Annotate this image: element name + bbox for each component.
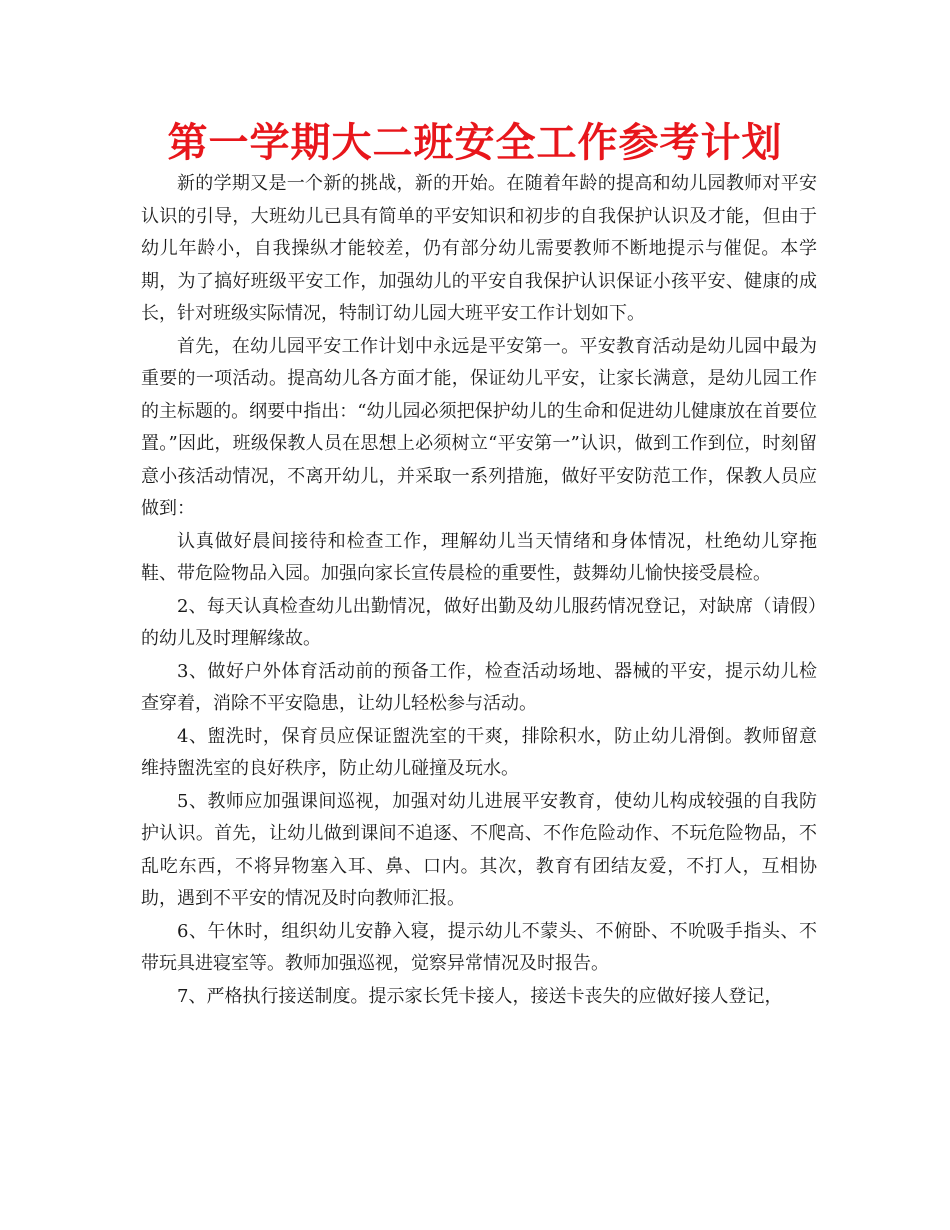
paragraph-item-3: 3、做好户外体育活动前的预备工作，检查活动场地、器械的平安，提示幼儿检查穿着，消除不平安隐患，让幼儿轻松参与活动。 [141,660,817,714]
document-body [141,168,817,1013]
paragraph-item-5: 5、教师应加强课间巡视，加强对幼儿进展平安教育，使幼儿构成较强的自我防护认识。首先，让幼儿做到课间不追逐、不爬高、不作危险动作、不玩危险物品，不乱吃东西，不将异物塞入耳、鼻、口内。其次，教育有团结友爱，不打人，互相协助，遇到不平安的情况及时向教师汇报。 [141,790,817,909]
paragraph-item-4: 4、盥洗时，保育员应保证盥洗室的干爽，排除积水，防止幼儿滑倒。教师留意维持盥洗室的良好秩序，防止幼儿碰撞及玩水。 [141,725,817,779]
paragraph-item-2: 2、每天认真检查幼儿出勤情况，做好出勤及幼儿服药情况登记，对缺席（请假）的幼儿及时理解缘故。 [141,595,817,649]
paragraph-item-7: 7、严格执行接送制度。提示家长凭卡接人，接送卡丧失的应做好接人登记， [177,985,783,1007]
paragraph-safety-first: 首先，在幼儿园平安工作计划中永远是平安第一。平安教育活动是幼儿园中最为重要的一项活动。提高幼儿各方面才能，保证幼儿平安，让家长满意，是幼儿园工作的主标题的。纲要中指出：“幼儿园必须把保护幼儿的生命和促进幼儿健康放在首要位置。”因此，班级保教人员在思想上必须树立“平安第一”认识，做到工作到位，时刻留意小孩活动情况，不离开幼儿，并采取一系列措施，做好平安防范工作，保教人员应做到： [141,335,817,519]
document-title: 第一学期大二班安全工作参考计划 [167,120,783,166]
paragraph-item-6: 6、午休时，组织幼儿安静入寝，提示幼儿不蒙头、不俯卧、不吮吸手指头、不带玩具进寝室等。教师加强巡视，觉察异常情况及时报告。 [141,920,817,974]
paragraph-morning-check: 认真做好晨间接待和检查工作，理解幼儿当天情绪和身体情况，杜绝幼儿穿拖鞋、带危险物品入园。加强向家长宣传晨检的重要性，鼓舞幼儿愉快接受晨检。 [141,530,817,584]
paragraph-intro: 新的学期又是一个新的挑战，新的开始。在随着年龄的提高和幼儿园教师对平安认识的引导，大班幼儿已具有简单的平安知识和初步的自我保护认识及才能，但由于幼儿年龄小，自我操纵才能较差，仍有部分幼儿需要教师不断地提示与催促。本学期，为了搞好班级平安工作，加强幼儿的平安自我保护认识保证小孩平安、健康的成长，针对班级实际情况，特制订幼儿园大班平安工作计划如下。 [141,173,817,324]
